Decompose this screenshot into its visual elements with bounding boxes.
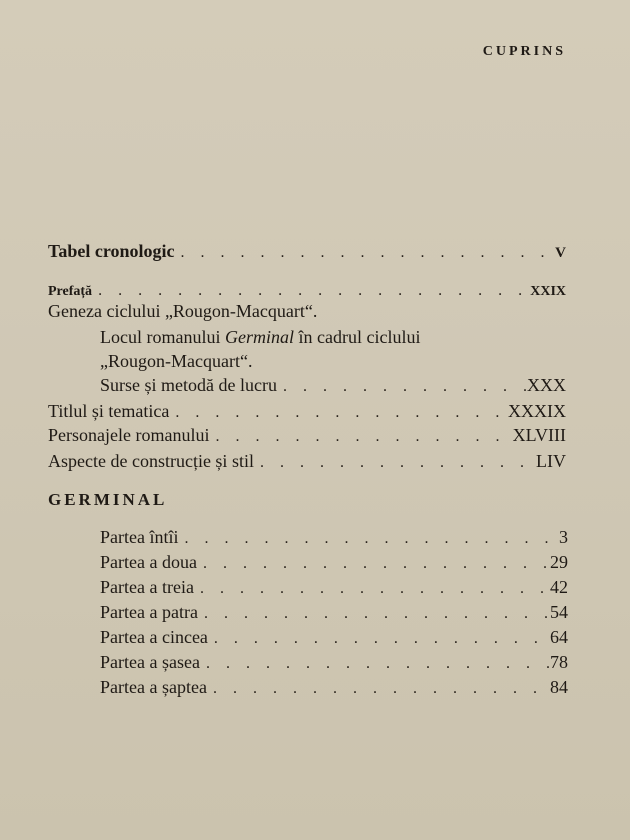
toc-part-3 <box>100 576 568 600</box>
toc-entry-label: Partea a cincea <box>100 627 208 647</box>
leader-dots <box>178 528 559 550</box>
toc-entry-page: 42 <box>550 577 568 597</box>
toc-entry-tabel <box>48 240 566 264</box>
leader-dots <box>169 402 508 424</box>
locul-prefix: Locul romanului <box>100 327 225 347</box>
page-heading: CUPRINS <box>482 44 566 59</box>
toc-entry-page: 84 <box>550 677 568 697</box>
toc-subentry-locul <box>100 326 420 348</box>
toc-entry-page: XLVIII <box>512 425 566 445</box>
toc-entry-page: V <box>555 245 566 261</box>
toc-entry-personajele <box>48 424 566 448</box>
leader-dots <box>254 452 536 474</box>
leader-dots <box>92 280 530 302</box>
toc-part-1 <box>100 526 568 550</box>
toc-entry-titlul <box>48 400 566 424</box>
section-title: GERMINAL <box>48 490 168 509</box>
toc-subentry-locul-line2: „Rougon-Macquart“. <box>100 351 253 371</box>
leader-dots <box>197 553 550 575</box>
toc-entry-label: Titlul și tematica <box>48 401 170 421</box>
toc-part-5 <box>100 626 568 650</box>
toc-part-2 <box>100 551 568 575</box>
toc-part-7 <box>100 676 568 700</box>
toc-entry-page: 64 <box>550 627 568 647</box>
toc-entry-label: Aspecte de construcție și stil <box>48 451 254 471</box>
toc-entry-aspecte <box>48 450 566 474</box>
leader-dots <box>198 603 550 625</box>
toc-entry-page: XXXIX <box>508 401 566 421</box>
toc-entry-page: 29 <box>550 552 568 572</box>
locul-italic: Germinal <box>224 327 294 347</box>
toc-entry-label: Partea a treia <box>100 577 194 597</box>
toc-part-6 <box>100 651 568 675</box>
toc-entry-label: Partea a șasea <box>100 652 200 672</box>
leader-dots <box>277 376 527 398</box>
leader-dots <box>207 678 550 700</box>
toc-entry-label: Partea întîi <box>100 527 179 547</box>
toc-entry-page: 3 <box>559 527 568 547</box>
toc-entry-label: Partea a șaptea <box>100 677 207 697</box>
toc-entry-label: Prefață <box>48 284 93 299</box>
locul-suffix: în cadrul ciclului <box>293 327 421 347</box>
toc-entry-label: Partea a doua <box>100 552 197 572</box>
toc-entry-label: Surse și metodă de lucru <box>100 375 277 395</box>
leader-dots <box>209 426 512 448</box>
leader-dots <box>194 578 550 600</box>
leader-dots <box>200 653 550 675</box>
toc-entry-page: LIV <box>536 451 566 471</box>
toc-subentry-geneza: Geneza ciclului „Rougon-Macquart“. <box>48 301 318 321</box>
leader-dots <box>175 242 556 264</box>
toc-entry-label: Partea a patra <box>100 602 198 622</box>
toc-entry-label: Personajele romanului <box>48 425 210 445</box>
toc-entry-surse <box>100 374 566 398</box>
toc-entry-page: XXIX <box>530 284 566 299</box>
toc-part-4 <box>100 601 568 625</box>
toc-entry-page: 54 <box>550 602 568 622</box>
toc-entry-page: XXX <box>527 375 566 395</box>
leader-dots <box>208 628 550 650</box>
toc-entry-page: 78 <box>550 652 568 672</box>
toc-entry-label: Tabel cronologic <box>48 241 175 261</box>
